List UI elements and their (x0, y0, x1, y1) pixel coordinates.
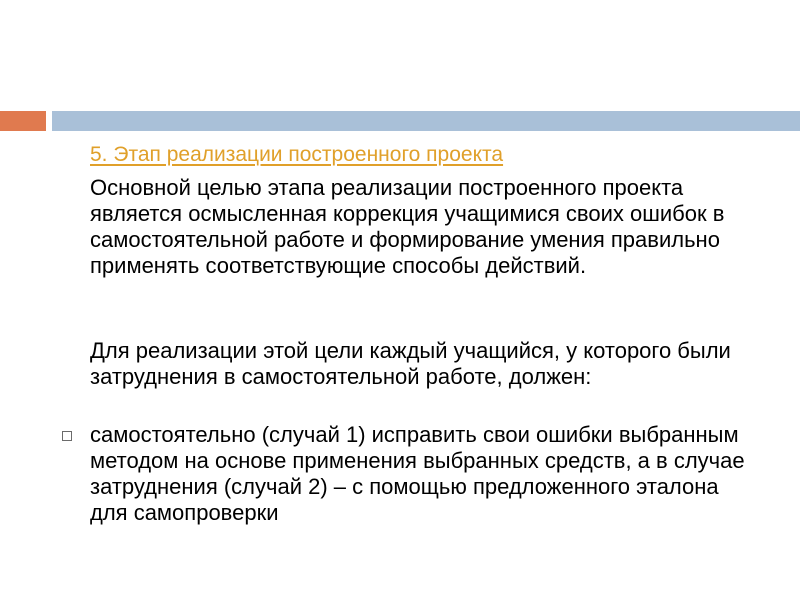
bullet-item: самостоятельно (случай 1) исправить свои ошибки выбранным методом на основе применения выбранных средств, а в случае затруднения (случай 2) – с помощью предложенного эталона для самопроверки (90, 422, 745, 525)
header-accent-orange (0, 111, 46, 131)
header-accent-blue (52, 111, 800, 131)
slide-heading: 5. Этап реализации построенного проекта (90, 143, 504, 166)
paragraph-requirement: Для реализации этой цели каждый учащийся, у которого были затруднения в самостоятельной работе, должен: (90, 338, 731, 389)
square-bullet-icon (62, 431, 72, 441)
paragraph-goal: Основной целью этапа реализации построенного проекта является осмысленная коррекция учащимися своих ошибок в самостоятельной работе и формирование умения правильно применять соответствующие способы действий. (90, 175, 725, 278)
